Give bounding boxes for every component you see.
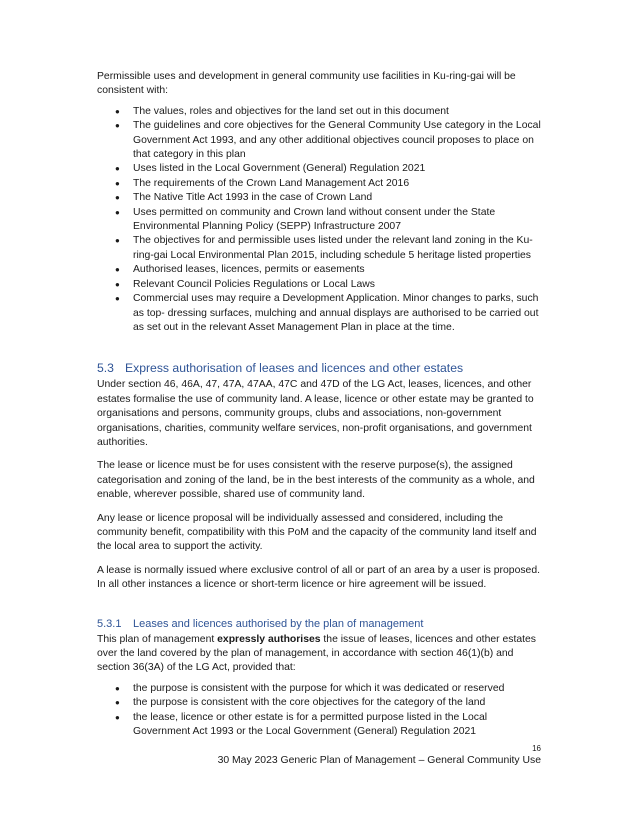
section-heading-5-3	[97, 361, 543, 376]
list-item: ● Authorised leases, licences, permits or easements	[133, 263, 543, 277]
paragraph: Any lease or licence proposal will be individually assessed and considered, including the community benefit, compatibility with this PoM and the capacity of the community land itself and the local area to support the activity.	[97, 512, 537, 553]
paragraph-text: the issue of leases, licences and other estates over the land covered by the plan of management, in accordance with section 46(1)(b) and section 36(3A) of the LG Act, provided that:	[97, 633, 536, 674]
footer-text: 30 May 2023 Generic Plan of Management – General Community Use	[217, 755, 541, 766]
authorisation-paragraph	[97, 633, 543, 676]
list-item: ● Uses listed in the Local Government (General) Regulation 2021	[133, 162, 543, 176]
section-number: 5.3	[97, 361, 114, 376]
page-footer	[218, 743, 541, 768]
section-heading-5-3-1	[97, 617, 543, 631]
emphasis-text: expressly authorises	[217, 633, 321, 645]
list-item: ● The objectives for and permissible uses listed under the relevant land zoning in the Ku-ring-gai Local Environmental Plan 2015, including schedule 5 heritage listed properties	[133, 234, 543, 263]
list-item: ● the lease, licence or other estate is for a permitted purpose listed in the Local Government Act 1993 or the Local Government (General) Regulation 2021	[133, 711, 543, 740]
uses-list	[97, 105, 543, 336]
paragraph: Under section 46, 46A, 47, 47A, 47AA, 47C and 47D of the LG Act, leases, licences, and other estates formalise the use of community land. A lease, licence or other estate may be granted to organisations and persons, community groups, clubs and associations, non-government organisations, charities, community welfare services, non-profit organisations, and government authorities.	[97, 379, 534, 448]
section-number: 5.3.1	[97, 617, 122, 630]
list-item: ● The Native Title Act 1993 in the case of Crown Land	[133, 191, 543, 205]
paragraph-text: This plan of management	[97, 633, 218, 645]
conditions-list	[97, 682, 543, 740]
page-number: 16	[532, 744, 541, 753]
list-item: ● The values, roles and objectives for the land set out in this document	[133, 105, 543, 119]
paragraph: A lease is normally issued where exclusive control of all or part of an area by a user is proposed. In all other instances a licence or short-term licence or hire agreement will be issued.	[97, 564, 540, 591]
section-title: Express authorisation of leases and licences and other estates	[125, 361, 464, 376]
list-item: ● the purpose is consistent with the core objectives for the category of the land	[133, 696, 543, 710]
list-item: ● The requirements of the Crown Land Management Act 2016	[133, 177, 543, 191]
list-item: ● The guidelines and core objectives for the General Community Use category in the Local Government Act 1993, and any other additional objectives council proposes to place on that category in this plan	[133, 119, 543, 162]
list-item: ● the purpose is consistent with the purpose for which it was dedicated or reserved	[133, 682, 543, 696]
list-item: ● Commercial uses may require a Development Application. Minor changes to parks, such as top- dressing surfaces, mulching and annual displays are authorised to be carried out as set out in the relevant Asset Management Plan in place at the time.	[133, 292, 543, 335]
document-body	[97, 70, 543, 739]
section-title: Leases and licences authorised by the plan of management	[133, 617, 424, 630]
paragraph: The lease or licence must be for uses consistent with the reserve purpose(s), the assigned categorisation and zoning of the land, be in the best interests of the community as a whole, and enable, wherever possible, shared use of community land.	[97, 460, 535, 501]
list-item: ● Relevant Council Policies Regulations or Local Laws	[133, 278, 543, 292]
list-item: ● Uses permitted on community and Crown land without consent under the State Environmental Planning Policy (SEPP) Infrastructure 2007	[133, 206, 543, 235]
intro-paragraph: Permissible uses and development in general community use facilities in Ku-ring-gai will be consistent with:	[97, 71, 516, 97]
